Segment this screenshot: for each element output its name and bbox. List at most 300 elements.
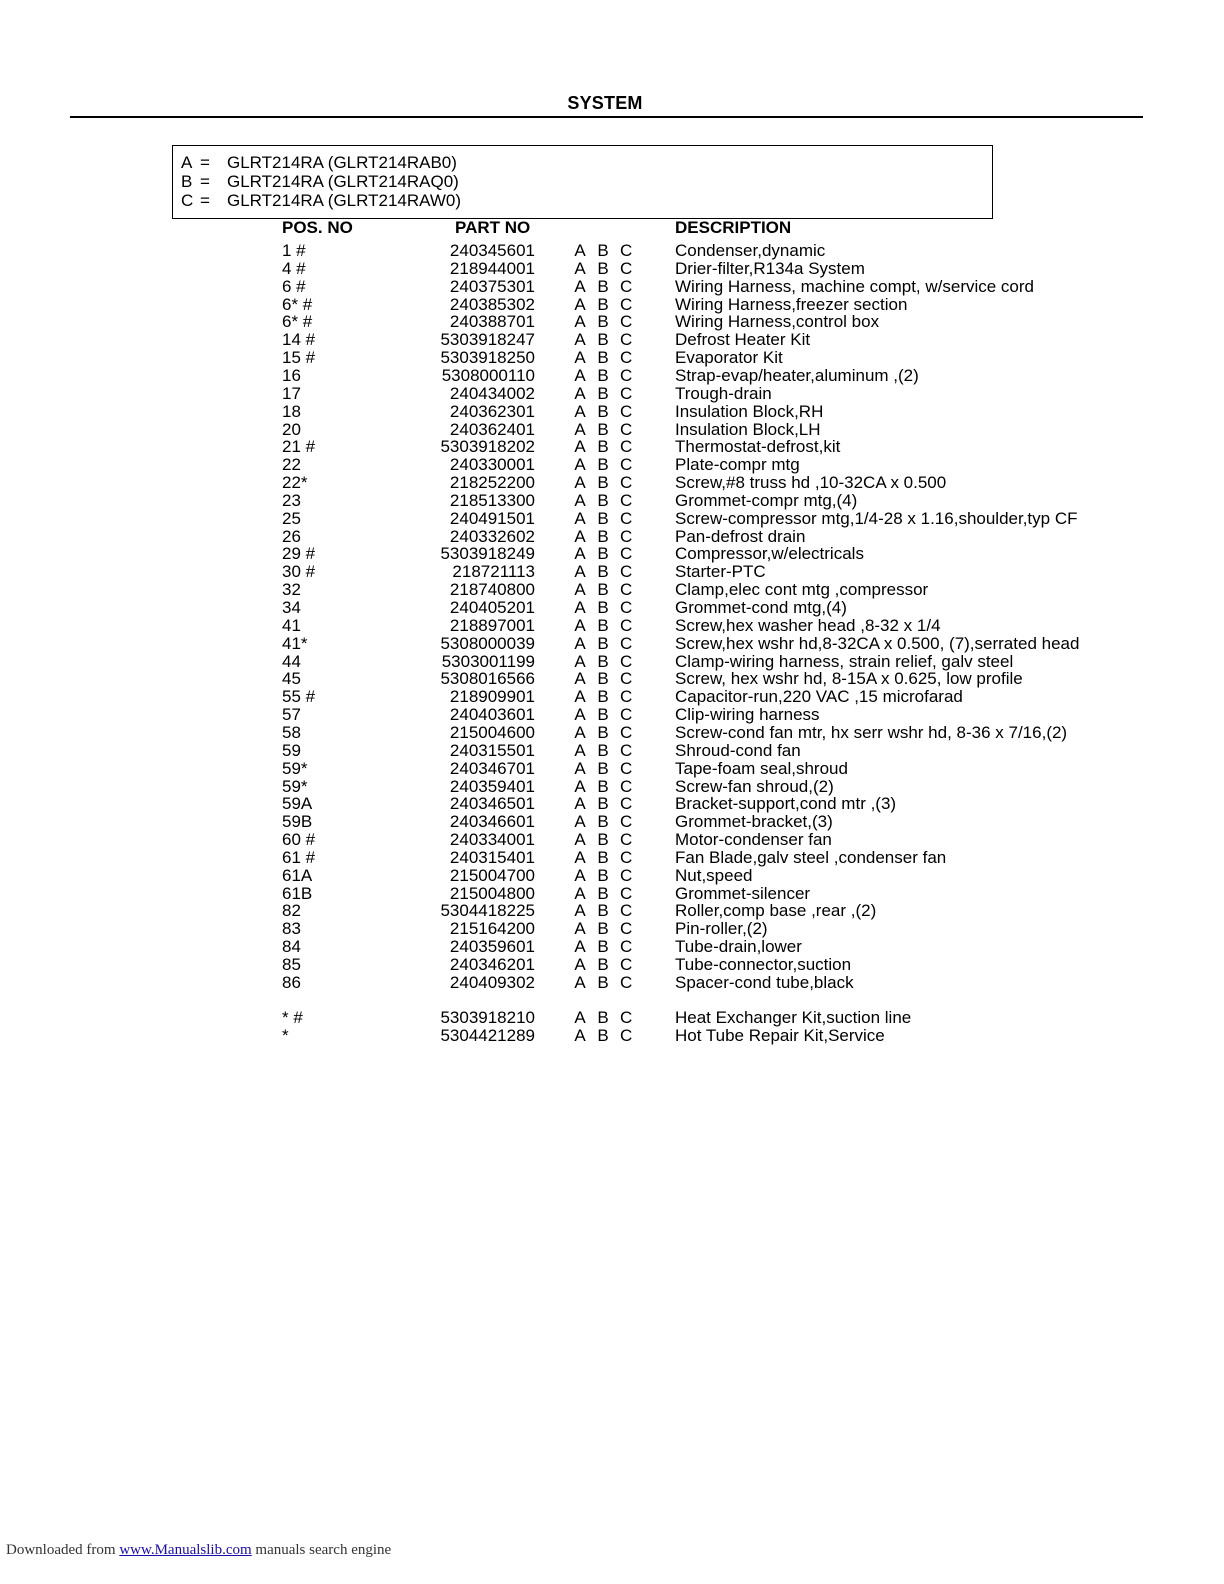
model-c-mark: C	[620, 794, 633, 814]
model-c-mark: C	[620, 937, 633, 957]
description: Screw,hex wshr hd,8-32CA x 0.500, (7),serrated head	[675, 633, 1080, 653]
pos-no: 83	[282, 919, 301, 939]
part-no: 218944001	[449, 258, 535, 278]
pos-no: 22*	[282, 473, 308, 493]
model-b-mark: B	[597, 847, 609, 867]
part-no: 240346201	[449, 955, 535, 974]
description: Bracket-support,cond mtr ,(3)	[675, 794, 897, 814]
part-no: 240345601	[449, 241, 535, 260]
model-a-mark: A	[574, 901, 586, 921]
part-row	[0, 492, 1224, 510]
part-no: 240330001	[449, 455, 535, 475]
model-b-mark: B	[597, 615, 609, 635]
part-no: 240334001	[449, 830, 535, 850]
model-c-mark: C	[620, 1025, 633, 1045]
part-row	[0, 635, 1224, 653]
model-c-mark: C	[620, 669, 633, 689]
description: Wiring Harness,control box	[675, 312, 880, 332]
part-row	[0, 545, 1224, 563]
model-c-mark: C	[620, 490, 633, 510]
description: Insulation Block,RH	[675, 401, 824, 421]
description: Screw-compressor mtg,1/4-28 x 1.16,shoulder,typ CF	[675, 508, 1078, 528]
model-a-mark: A	[574, 722, 586, 742]
description: Wiring Harness,freezer section	[675, 294, 908, 314]
legend-line-a	[181, 154, 457, 172]
model-c-mark: C	[620, 580, 633, 600]
model-a-mark: A	[574, 812, 586, 832]
model-b-mark: B	[597, 1007, 609, 1027]
description: Trough-drain	[675, 383, 772, 403]
model-a-mark: A	[574, 526, 586, 546]
description: Strap-evap/heater,aluminum ,(2)	[675, 365, 919, 385]
model-b-mark: B	[597, 383, 609, 403]
model-a-mark: A	[574, 615, 586, 635]
model-b-mark: B	[597, 276, 609, 296]
pos-no: 6 #	[282, 276, 306, 296]
footer-prefix: Downloaded from	[6, 1542, 120, 1558]
model-a-mark: A	[574, 490, 586, 510]
pos-no: 4 #	[282, 258, 306, 278]
part-no: 5308000110	[441, 365, 535, 385]
model-c-mark: C	[620, 776, 633, 796]
model-c-mark: C	[620, 740, 633, 760]
description: Defrost Heater Kit	[675, 330, 811, 350]
model-b-mark: B	[597, 348, 609, 368]
model-c-mark: C	[620, 955, 633, 974]
part-row	[0, 885, 1224, 903]
description: Hot Tube Repair Kit,Service	[675, 1025, 885, 1045]
model-c-mark: C	[620, 687, 633, 707]
pos-no: 20	[282, 419, 301, 439]
model-c-mark: C	[620, 830, 633, 850]
model-a-mark: A	[574, 705, 586, 725]
model-b-mark: B	[597, 473, 609, 493]
pos-no: 84	[282, 937, 301, 957]
model-a-mark: A	[574, 740, 586, 760]
model-b-mark: B	[597, 812, 609, 832]
pos-no: 30 #	[282, 562, 316, 582]
model-a-mark: A	[574, 437, 586, 457]
pos-no: 60 #	[282, 830, 316, 850]
pos-no: * #	[282, 1007, 303, 1027]
model-a-mark: A	[574, 865, 586, 885]
model-c-mark: C	[620, 651, 633, 671]
model-a-mark: A	[574, 455, 586, 475]
model-a-mark: A	[574, 955, 586, 974]
description: Screw, hex wshr hd, 8-15A x 0.625, low profile	[675, 669, 1023, 689]
model-a-mark: A	[574, 419, 586, 439]
description: Starter-PTC	[675, 562, 766, 582]
pos-no: 61A	[282, 865, 313, 885]
model-a-mark: A	[574, 544, 586, 564]
pos-no: 59	[282, 740, 301, 760]
model-b-mark: B	[597, 562, 609, 582]
model-b-mark: B	[597, 437, 609, 457]
part-row	[0, 456, 1224, 474]
model-c-mark: C	[620, 883, 633, 903]
legend-line-c	[181, 192, 461, 210]
part-no: 5308000039	[440, 633, 535, 653]
legend-key: C	[181, 191, 194, 210]
model-c-mark: C	[620, 812, 633, 832]
part-no: 5303918247	[440, 330, 535, 350]
description: Thermostat-defrost,kit	[675, 437, 841, 457]
model-c-mark: C	[620, 455, 633, 475]
model-b-mark: B	[597, 598, 609, 617]
model-a-mark: A	[574, 651, 586, 671]
model-b-mark: B	[597, 1025, 609, 1045]
model-a-mark: A	[574, 794, 586, 814]
model-c-mark: C	[620, 758, 633, 778]
pos-no: 1 #	[282, 241, 306, 260]
model-c-mark: C	[620, 294, 633, 314]
model-c-mark: C	[620, 348, 633, 368]
part-no: 240409302	[449, 972, 535, 992]
legend-line-b	[181, 173, 459, 191]
description: Evaporator Kit	[675, 348, 783, 368]
part-row	[0, 260, 1224, 278]
model-c-mark: C	[620, 365, 633, 385]
pos-no: 17	[282, 383, 301, 403]
description: Plate-compr mtg	[675, 455, 800, 475]
model-b-mark: B	[597, 883, 609, 903]
pos-no: 58	[282, 722, 301, 742]
part-row	[0, 867, 1224, 885]
legend-equals: =	[200, 172, 210, 191]
model-c-mark: C	[620, 526, 633, 546]
model-a-mark: A	[574, 258, 586, 278]
model-c-mark: C	[620, 919, 633, 939]
model-b-mark: B	[597, 401, 609, 421]
model-a-mark: A	[574, 365, 586, 385]
description: Nut,speed	[675, 865, 753, 885]
pos-no: 29 #	[282, 544, 316, 564]
part-row	[0, 742, 1224, 760]
model-a-mark: A	[574, 598, 586, 617]
description: Spacer-cond tube,black	[675, 972, 854, 992]
footer-suffix: manuals search engine	[251, 1542, 392, 1558]
description: Pin-roller,(2)	[675, 919, 768, 939]
part-no: 240362301	[449, 401, 535, 421]
model-b-mark: B	[597, 901, 609, 921]
model-c-mark: C	[620, 312, 633, 332]
model-c-mark: C	[620, 705, 633, 725]
model-b-mark: B	[597, 312, 609, 332]
pos-no: 85	[282, 955, 301, 974]
model-b-mark: B	[597, 258, 609, 278]
model-a-mark: A	[574, 919, 586, 939]
model-a-mark: A	[574, 348, 586, 368]
part-no: 218897001	[449, 615, 535, 635]
part-row	[0, 296, 1224, 314]
part-row	[0, 956, 1224, 974]
description: Heat Exchanger Kit,suction line	[675, 1007, 912, 1027]
part-no: 240359601	[449, 937, 535, 957]
model-c-mark: C	[620, 847, 633, 867]
model-c-mark: C	[620, 633, 633, 653]
model-b-mark: B	[597, 330, 609, 350]
part-row	[0, 760, 1224, 778]
part-row	[0, 421, 1224, 439]
part-row	[0, 278, 1224, 296]
legend-equals: =	[200, 153, 210, 172]
model-a-mark: A	[574, 241, 586, 260]
description: Drier-filter,R134a System	[675, 258, 865, 278]
model-b-mark: B	[597, 776, 609, 796]
part-row	[0, 849, 1224, 867]
manualslib-link[interactable]: www.Manualslib.com	[119, 1542, 252, 1558]
description: Condenser,dynamic	[675, 241, 826, 260]
part-row	[0, 528, 1224, 546]
pos-no: 45	[282, 669, 301, 689]
legend-key: A	[181, 153, 193, 172]
part-no: 5303001199	[441, 651, 535, 671]
page-title: SYSTEM	[567, 93, 643, 113]
model-c-mark: C	[620, 508, 633, 528]
description: Shroud-cond fan	[675, 740, 801, 760]
part-row	[0, 385, 1224, 403]
part-row	[0, 902, 1224, 920]
model-a-mark: A	[574, 883, 586, 903]
title-rule	[70, 116, 1143, 118]
part-no: 240346601	[449, 812, 535, 832]
part-row	[0, 581, 1224, 599]
description: Insulation Block,LH	[675, 419, 821, 439]
model-a-mark: A	[574, 687, 586, 707]
part-row	[0, 670, 1224, 688]
pos-no: *	[282, 1025, 289, 1045]
model-b-mark: B	[597, 580, 609, 600]
part-no: 240346501	[449, 794, 535, 814]
pos-no: 44	[282, 651, 301, 671]
model-a-mark: A	[574, 776, 586, 796]
pos-no: 59*	[282, 776, 308, 796]
part-row	[0, 1009, 1224, 1027]
model-c-mark: C	[620, 544, 633, 564]
part-no: 218721113	[452, 562, 535, 582]
part-no: 215004700	[449, 865, 535, 885]
part-row	[0, 599, 1224, 617]
model-c-mark: C	[620, 1007, 633, 1027]
model-a-mark: A	[574, 312, 586, 332]
pos-no: 59A	[282, 794, 313, 814]
part-no: 240491501	[449, 508, 535, 528]
part-no: 218252200	[449, 473, 535, 493]
part-no: 215164200	[449, 919, 535, 939]
model-a-mark: A	[574, 580, 586, 600]
model-a-mark: A	[574, 669, 586, 689]
model-a-mark: A	[574, 401, 586, 421]
model-b-mark: B	[597, 687, 609, 707]
part-row	[0, 778, 1224, 796]
part-no: 5304421289	[440, 1025, 535, 1045]
pos-no: 32	[282, 580, 301, 600]
description: Screw,hex washer head ,8-32 x 1/4	[675, 615, 941, 635]
part-row	[0, 653, 1224, 671]
model-a-mark: A	[574, 508, 586, 528]
part-no: 240434002	[449, 383, 535, 403]
model-c-mark: C	[620, 598, 633, 617]
part-row	[0, 563, 1224, 581]
model-b-mark: B	[597, 294, 609, 314]
model-c-mark: C	[620, 437, 633, 457]
pos-no: 21 #	[282, 437, 316, 457]
model-b-mark: B	[597, 365, 609, 385]
part-row	[0, 313, 1224, 331]
part-no: 240403601	[449, 705, 535, 725]
model-b-mark: B	[597, 865, 609, 885]
part-row	[0, 474, 1224, 492]
header-pos-no: POS. NO	[282, 218, 353, 237]
description: Tube-connector,suction	[675, 955, 852, 974]
part-row	[0, 724, 1224, 742]
model-b-mark: B	[597, 830, 609, 850]
model-a-mark: A	[574, 294, 586, 314]
part-no: 215004600	[449, 722, 535, 742]
header-description: DESCRIPTION	[675, 218, 792, 237]
description: Capacitor-run,220 VAC ,15 microfarad	[675, 687, 963, 707]
model-b-mark: B	[597, 526, 609, 546]
model-b-mark: B	[597, 722, 609, 742]
model-b-mark: B	[597, 955, 609, 974]
part-row	[0, 795, 1224, 813]
pos-no: 23	[282, 490, 301, 510]
model-b-mark: B	[597, 740, 609, 760]
model-b-mark: B	[597, 490, 609, 510]
pos-no: 18	[282, 401, 301, 421]
description: Grommet-cond mtg,(4)	[675, 598, 847, 617]
model-c-mark: C	[620, 972, 633, 992]
part-no: 240405201	[449, 598, 535, 617]
model-c-mark: C	[620, 562, 633, 582]
part-no: 5304418225	[440, 901, 535, 921]
part-row	[0, 510, 1224, 528]
model-a-mark: A	[574, 276, 586, 296]
part-no: 218740800	[449, 580, 535, 600]
pos-no: 55 #	[282, 687, 316, 707]
part-no: 240332602	[449, 526, 535, 546]
part-row	[0, 974, 1224, 992]
part-row	[0, 349, 1224, 367]
model-c-mark: C	[620, 722, 633, 742]
description: Screw,#8 truss hd ,10-32CA x 0.500	[675, 473, 947, 493]
pos-no: 15 #	[282, 348, 316, 368]
part-no: 240346701	[449, 758, 535, 778]
model-a-mark: A	[574, 633, 586, 653]
model-a-mark: A	[574, 383, 586, 403]
part-row	[0, 331, 1224, 349]
part-row	[0, 831, 1224, 849]
pos-no: 61B	[282, 883, 313, 903]
pos-no: 41*	[282, 633, 308, 653]
model-c-mark: C	[620, 865, 633, 885]
model-b-mark: B	[597, 937, 609, 957]
model-b-mark: B	[597, 758, 609, 778]
part-row	[0, 938, 1224, 956]
model-c-mark: C	[620, 615, 633, 635]
model-b-mark: B	[597, 544, 609, 564]
description: Grommet-bracket,(3)	[675, 812, 833, 832]
part-row	[0, 367, 1224, 385]
model-b-mark: B	[597, 919, 609, 939]
part-no: 240315501	[449, 740, 535, 760]
model-b-mark: B	[597, 241, 609, 260]
pos-no: 86	[282, 972, 301, 992]
part-no: 5303918249	[440, 544, 535, 564]
model-b-mark: B	[597, 419, 609, 439]
part-no: 5303918250	[440, 348, 535, 368]
part-no: 240375301	[449, 276, 535, 296]
part-row	[0, 813, 1224, 831]
pos-no: 57	[282, 705, 301, 725]
part-no: 240315401	[449, 847, 535, 867]
description: Roller,comp base ,rear ,(2)	[675, 901, 877, 921]
model-c-mark: C	[620, 383, 633, 403]
pos-no: 22	[282, 455, 301, 475]
pos-no: 59*	[282, 758, 308, 778]
pos-no: 6* #	[282, 312, 313, 332]
legend-model: GLRT214RA (GLRT214RAW0)	[227, 191, 461, 210]
description: Clip-wiring harness	[675, 705, 820, 725]
model-b-mark: B	[597, 455, 609, 475]
pos-no: 61 #	[282, 847, 316, 867]
model-c-mark: C	[620, 258, 633, 278]
description: Screw-cond fan mtr, hx serr wshr hd, 8-36 x 7/16,(2)	[675, 722, 1068, 742]
pos-no: 82	[282, 901, 301, 921]
part-row	[0, 706, 1224, 724]
model-c-mark: C	[620, 241, 633, 260]
model-b-mark: B	[597, 972, 609, 992]
header-part-no: PART NO	[455, 218, 531, 237]
pos-no: 25	[282, 508, 301, 528]
pos-no: 34	[282, 598, 301, 617]
part-no: 240362401	[449, 419, 535, 439]
model-a-mark: A	[574, 830, 586, 850]
legend-key: B	[181, 172, 193, 191]
description: Wiring Harness, machine compt, w/service cord	[675, 276, 1035, 296]
model-a-mark: A	[574, 1007, 586, 1027]
model-c-mark: C	[620, 276, 633, 296]
description: Screw-fan shroud,(2)	[675, 776, 834, 796]
model-c-mark: C	[620, 901, 633, 921]
part-no: 218909901	[449, 687, 535, 707]
legend-equals: =	[200, 191, 210, 210]
model-a-mark: A	[574, 473, 586, 493]
description: Pan-defrost drain	[675, 526, 806, 546]
part-row	[0, 1027, 1224, 1045]
part-no: 215004800	[449, 883, 535, 903]
model-a-mark: A	[574, 937, 586, 957]
model-c-mark: C	[620, 419, 633, 439]
part-no: 5308016566	[440, 669, 535, 689]
part-no: 240385302	[449, 294, 535, 314]
model-c-mark: C	[620, 473, 633, 493]
pos-no: 26	[282, 526, 301, 546]
description: Clamp,elec cont mtg ,compressor	[675, 580, 929, 600]
part-row	[0, 438, 1224, 456]
model-legend	[172, 145, 993, 219]
pos-no: 59B	[282, 812, 313, 832]
part-no: 5303918210	[440, 1007, 535, 1027]
model-b-mark: B	[597, 705, 609, 725]
part-row	[0, 242, 1224, 260]
part-no: 240388701	[449, 312, 535, 332]
part-no: 218513300	[449, 490, 535, 510]
legend-model: GLRT214RA (GLRT214RAQ0)	[227, 172, 459, 191]
description: Tape-foam seal,shroud	[675, 758, 848, 778]
part-row	[0, 403, 1224, 421]
part-row	[0, 617, 1224, 635]
